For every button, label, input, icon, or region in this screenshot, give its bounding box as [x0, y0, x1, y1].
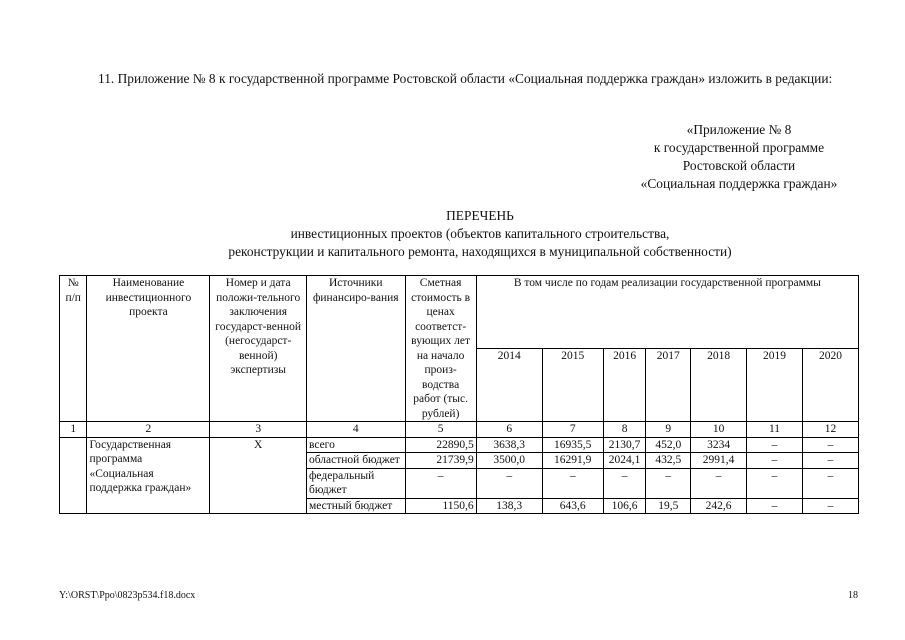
column-number: 1 [60, 422, 87, 438]
header-year: 2018 [691, 349, 747, 422]
year-value-cell: 2130,7 [603, 437, 646, 453]
column-number: 11 [747, 422, 803, 438]
column-number: 12 [802, 422, 858, 438]
project-name: Государственная программа «Социальная поддержка граждан» [87, 437, 210, 514]
year-value-cell: 3500,0 [476, 453, 542, 469]
year-value-cell: 138,3 [476, 498, 542, 514]
header-cost: Сметная стоимость в ценах соответст-вующих лет на начало произ-водства работ (тыс. рублей) [405, 276, 476, 422]
column-number: 9 [646, 422, 691, 438]
column-number: 7 [542, 422, 603, 438]
cost-cell: 21739,9 [405, 453, 476, 469]
intro-paragraph: 11. Приложение № 8 к государственной программе Ростовской области «Социальная поддержка граждан» изложить в редакции: [98, 71, 833, 86]
annex-line: «Приложение № 8 [686, 122, 792, 137]
year-value-cell: – [802, 468, 858, 498]
title-line: инвестиционных проектов (объектов капитального строительства, [290, 226, 670, 241]
year-value-cell: – [802, 437, 858, 453]
investment-projects-table [59, 275, 859, 514]
header-year: 2020 [802, 349, 858, 422]
cost-cell: 22890,5 [405, 437, 476, 453]
column-number: 6 [476, 422, 542, 438]
cost-cell: – [405, 468, 476, 498]
year-value-cell: – [747, 437, 803, 453]
year-value-cell: 452,0 [646, 437, 691, 453]
year-value-cell: 242,6 [691, 498, 747, 514]
header-year: 2019 [747, 349, 803, 422]
cost-cell: 1150,6 [405, 498, 476, 514]
column-number: 10 [691, 422, 747, 438]
annex-line: к государственной программе [653, 140, 825, 155]
year-value-cell: – [802, 498, 858, 514]
year-value-cell: – [747, 468, 803, 498]
project-expertise: Х [210, 437, 307, 514]
year-value-cell: 643,6 [542, 498, 603, 514]
header-sources: Источники финансиро-вания [306, 276, 405, 422]
year-value-cell: – [476, 468, 542, 498]
document-title [100, 207, 860, 261]
year-value-cell: 432,5 [646, 453, 691, 469]
column-number: 3 [210, 422, 307, 438]
year-value-cell: – [603, 468, 646, 498]
year-value-cell: 106,6 [603, 498, 646, 514]
header-expertise: Номер и дата положи-тельного заключения государст-венной (негосударст-венной) экспертизы [210, 276, 307, 422]
source-cell: местный бюджет [306, 498, 405, 514]
header-years-group: В том числе по годам реализации государственной программы [476, 276, 858, 349]
source-cell: всего [306, 437, 405, 453]
year-value-cell: 3234 [691, 437, 747, 453]
table-row [60, 437, 859, 453]
year-value-cell: – [691, 468, 747, 498]
annex-line: «Социальная поддержка граждан» [640, 176, 838, 191]
footer-file-path: Y:\ORST\Ppo\0823p534.f18.docx [59, 590, 196, 601]
column-number: 4 [306, 422, 405, 438]
column-number-row [60, 422, 859, 438]
year-value-cell: – [747, 453, 803, 469]
title-line: реконструкции и капитального ремонта, находящихся в муниципальной собственности) [228, 244, 732, 259]
title-line: ПЕРЕЧЕНЬ [446, 208, 514, 223]
page-number: 18 [848, 590, 858, 601]
year-value-cell: 2991,4 [691, 453, 747, 469]
column-number: 2 [87, 422, 210, 438]
table-header-row [60, 276, 859, 349]
year-value-cell: 3638,3 [476, 437, 542, 453]
year-value-cell: 19,5 [646, 498, 691, 514]
year-value-cell: – [646, 468, 691, 498]
year-value-cell: 2024,1 [603, 453, 646, 469]
year-value-cell: 16935,5 [542, 437, 603, 453]
header-year: 2014 [476, 349, 542, 422]
source-cell: федеральный бюджет [306, 468, 405, 498]
year-value-cell: – [747, 498, 803, 514]
project-num [60, 437, 87, 514]
column-number: 5 [405, 422, 476, 438]
header-year: 2015 [542, 349, 603, 422]
header-num: № п/п [60, 276, 87, 422]
annex-line: Ростовской области [682, 158, 796, 173]
header-year: 2017 [646, 349, 691, 422]
year-value-cell: – [802, 453, 858, 469]
header-project-name: Наименование инвестиционного проекта [87, 276, 210, 422]
column-number: 8 [603, 422, 646, 438]
year-value-cell: 16291,9 [542, 453, 603, 469]
year-value-cell: – [542, 468, 603, 498]
source-cell: областной бюджет [306, 453, 405, 469]
header-year: 2016 [603, 349, 646, 422]
annex-header [600, 121, 878, 193]
